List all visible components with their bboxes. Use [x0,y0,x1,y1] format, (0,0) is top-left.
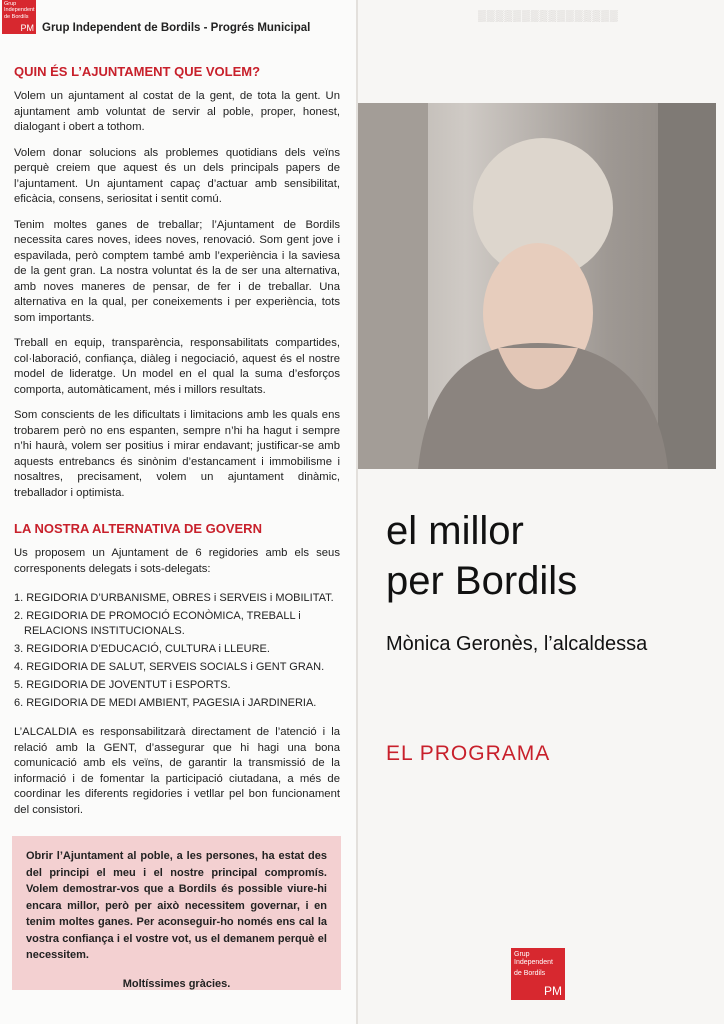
section1-paragraph: Tenim moltes ganes de treballar; l’Ajuntament de Bordils necessita cares noves, idees noves, renovació. Som gent jove i espavilada, però comptem també amb l’experiència i la saviesa de la gent gran. La nostra voluntat és la de ser una alternativa, amb noves maneres de pensar, de fer i de treballar. Una alternativa en la qual, per coneixements i per experiència, tots som importants. [14,218,340,324]
regidories-list [14,591,340,711]
list-item: 5. REGIDORIA DE JOVENTUT i ESPORTS. [14,679,231,691]
callout-box [12,836,341,990]
list-item: 4. REGIDORIA DE SALUT, SERVEIS SOCIALS i GENT GRAN. [14,661,325,673]
cover-subtitle: Mònica Geronès, l’alcaldessa [386,633,648,655]
logo-line2: de Bordils [4,14,29,20]
list-item: 6. REGIDORIA DE MEDI AMBIENT, PAGESIA i JARDINERIA. [14,697,317,709]
list-item: 2. REGIDORIA DE PROMOCIÓ ECONÒMICA, TREBALL i RELACIONS INSTITUCIONALS. [14,610,301,637]
party-logo-large [511,948,565,1000]
section2-intro: Us proposem un Ajuntament de 6 regidories amb els seus corresponents delegats i sots-delegats: [14,547,340,575]
logo-pm: PM [20,23,34,33]
left-content [14,64,340,828]
portrait-photo [358,103,716,469]
section2-heading: LA NOSTRA ALTERNATIVA DE GOVERN [14,521,262,536]
headline-line2: per Bordils [386,559,578,603]
showthrough-text: ▒▒▒▒▒▒▒▒▒▒▒▒▒▒▒▒ [478,10,619,22]
section2-closing: L’ALCALDIA es responsabilitzarà directament de l’atenció i la relació amb la GENT, d’assegurar que hi hagi una bona comunicació amb els veïns, de garantir la transmissió de la informació i de fomentar la participació ciutadana, a més de coordinar les diferents regidories i vetllar pel bon funcionament del consistori. [14,726,340,816]
section1-heading: QUIN ÉS L’AJUNTAMENT QUE VOLEM? [14,64,261,79]
section1-paragraph: Volem donar solucions als problemes quotidians dels veïns perquè creiem que aquest és un dels principals papers de l’ajuntament. Un ajuntament capaç d’actuar amb sensibilitat, eficàcia, consens, seriositat i sentit comú. [14,146,340,205]
logo-line2: de Bordils [514,970,546,977]
header-title: Grup Independent de Bordils - Progrés Municipal [42,22,311,34]
logo-line1: Grup Independent [4,1,35,13]
callout-text: Obrir l’Ajuntament al poble, a les persones, ha estat des del principi el meu i el nostre principal compromís. Volem demostrar-vos que a Bordils és possible viure-hi encara millor, però per això necessitem governar, i en tenim moltes ganes. Per aconseguir-ho només ens cal la vostra confiança i el vostre vot, us el demanem perquè el necessitem. [26,850,327,961]
logo-line1: Grup Independent [514,951,553,966]
party-logo-small [2,0,36,34]
logo-pm: PM [544,984,562,998]
callout-thanks: Moltíssimes gràcies. [122,977,231,990]
section1-paragraph: Treball en equip, transparència, responsabilitats compartides, col·laboració, confiança, diàleg i negociació, aquest és el nostre model de lideratge. Un model en el qual la suma d’esforços comporta, automàticament, més i millors resultats. [14,337,340,396]
list-item: 1. REGIDORIA D’URBANISME, OBRES i SERVEIS i MOBILITAT. [14,592,334,604]
section1-paragraph: Volem un ajuntament al costat de la gent, de tota la gent. Un ajuntament amb voluntat de servir al poble, proper, honest, dialogant i obert a tothom. [14,90,340,133]
section1-paragraph: Som conscients de les dificultats i limitacions amb les quals ens trobarem però no ens espanten, sempre n’hi ha hagut i sempre n’hi haurà, volem ser positius i mirar endavant; justificar-se amb aquests entrebancs és sinònim d’estancament i immobilisme i nosaltres, precisament, volem un ajuntament dinàmic, treballador i optimista. [14,409,340,499]
portrait-icon [358,103,716,469]
headline-line1: el millor [386,509,524,553]
program-title: EL PROGRAMA [386,742,551,765]
cover-headline [386,506,577,606]
list-item: 3. REGIDORIA D’EDUCACIÓ, CULTURA i LLEURE. [14,643,270,655]
